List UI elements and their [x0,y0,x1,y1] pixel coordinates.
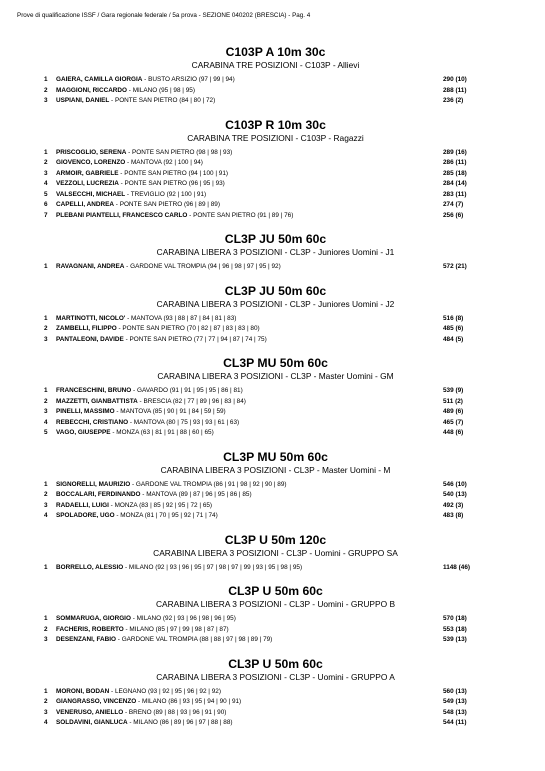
athlete-entry: FRANCESCHINI, BRUNO - GAVARDO (91 | 91 | 95 | 95 | 86 | 81) [56,387,243,394]
rank: 5 [44,190,48,198]
total-score: 256 (6) [443,211,464,219]
athlete-name: PINELLI, MASSIMO [56,408,115,415]
athlete-name: MARTINOTTI, NICOLO' [56,314,126,322]
section-title: CL3P JU 50m 60c [224,283,327,298]
rank: 5 [44,429,48,436]
total-score: 548 (13) [443,708,467,716]
result-row [0,625,545,636]
athlete-entry: SIGNORELLI, MAURIZIO - GARDONE VAL TROMPIA (86 | 91 | 98 | 92 | 90 | 89) [56,480,287,488]
total-score: 286 (11) [443,159,467,166]
rank: 4 [44,512,48,519]
total-score: 553 (18) [443,625,467,633]
total-score: 289 (16) [443,148,467,156]
athlete-name: RADAELLI, LUIGI [56,501,109,509]
result-row [0,158,545,169]
total-score: 546 (10) [443,480,467,488]
club-and-series: TREVIGLIO (92 | 100 | 91) [130,190,207,198]
club-and-series: MANTOVA (93 | 88 | 87 | 84 | 81 | 83) [131,314,237,322]
result-section [0,450,545,533]
club-and-series: MANTOVA (89 | 87 | 96 | 95 | 86 | 85) [146,491,252,498]
athlete-name: MORONI, BODAN [56,687,110,695]
athlete-name: SIGNORELLI, MAURIZIO [56,480,131,488]
athlete-name: FACHERIS, ROBERTO [56,625,124,633]
rank: 1 [44,615,48,622]
section-title: CL3P U 50m 60c [228,656,323,671]
result-row [0,324,545,335]
athlete-entry: GAIERA, CAMILLA GIORGIA - BUSTO ARSIZIO (97 | 99 | 94) [56,76,235,83]
club-and-series: MILANO (86 | 93 | 95 | 94 | 90 | 91) [141,698,242,705]
result-section [0,533,545,585]
rank: 1 [44,148,48,156]
club-and-series: MILANO (95 | 98 | 95) [132,86,195,94]
result-row [0,75,545,86]
club-and-series: PONTE SAN PIETRO (96 | 95 | 93) [124,180,225,187]
section-title: CL3P U 50m 120c [224,532,327,547]
athlete-name: GIANGRASSO, VINCENZO [56,698,137,705]
section-subtitle: CARABINA LIBERA 3 POSIZIONI - CL3P - Master Uomini - M [160,464,391,475]
athlete-entry: PLEBANI PIANTELLI, FRANCESCO CARLO - PONTE SAN PIETRO (91 | 89 | 76) [56,211,294,219]
rank: 3 [44,335,48,343]
total-score: 448 (6) [443,429,464,436]
result-row [0,708,545,719]
total-score: 236 (2) [443,97,464,104]
result-row [0,697,545,708]
athlete-entry: RAVAGNANI, ANDREA - GARDONE VAL TROMPIA (94 | 96 | 98 | 97 | 95 | 92) [56,263,281,270]
total-score: 549 (13) [443,698,467,705]
athlete-name: PLEBANI PIANTELLI, FRANCESCO CARLO [56,211,188,219]
athlete-name: RAVAGNANI, ANDREA [56,263,125,270]
athlete-entry: PRISCOGLIO, SERENA - PONTE SAN PIETRO (98 | 98 | 93) [56,148,233,156]
athlete-entry: GIOVENCO, LORENZO - MANTOVA (92 | 100 | 94) [56,159,203,166]
result-section [0,356,545,450]
rank: 3 [44,169,48,177]
athlete-name: USPIANI, DANIEL [56,97,110,104]
club-and-series: LEGNANO (93 | 92 | 95 | 96 | 92 | 92) [114,687,221,695]
total-score: 288 (11) [443,86,467,94]
result-row [0,179,545,190]
athlete-name: MAGGIONI, RICCARDO [56,86,128,94]
club-and-series: PONTE SAN PIETRO (91 | 89 | 76) [193,211,294,219]
athlete-name: BOCCALARI, FERDINANDO [56,491,141,498]
club-and-series: PONTE SAN PIETRO (94 | 100 | 91) [124,169,229,177]
rank: 2 [44,491,48,498]
athlete-name: VAGO, GIUSEPPE [56,429,111,436]
rank: 1 [44,480,48,488]
result-row [0,407,545,418]
athlete-entry: MORONI, BODAN - LEGNANO (93 | 92 | 95 | 96 | 92 | 92) [56,687,221,695]
athlete-entry: RADAELLI, LUIGI - MONZA (83 | 85 | 92 | 95 | 72 | 65) [56,501,213,509]
rank: 1 [44,76,48,83]
athlete-entry: GIANGRASSO, VINCENZO - MILANO (86 | 93 | 95 | 94 | 90 | 91) [56,698,242,705]
section-subtitle: CARABINA TRE POSIZIONI - C103P - Allievi [191,60,360,70]
page-header: Prove di qualificazione ISSF / Gara regionale federale / 5a prova - SEZIONE 040202 (BRESCIA) - Pag. 4 [17,12,311,19]
total-score: 483 (8) [443,512,464,519]
result-row [0,397,545,408]
rank: 3 [44,636,48,643]
club-and-series: MANTOVA (85 | 90 | 91 | 84 | 59 | 59) [120,408,226,415]
result-row [0,490,545,501]
rank: 6 [44,201,48,208]
club-and-series: MONZA (81 | 70 | 95 | 92 | 71 | 74) [120,512,218,519]
result-section [0,284,545,357]
athlete-entry: VALSECCHI, MICHAEL - TREVIGLIO (92 | 100 | 91) [56,190,207,198]
total-score: 540 (13) [443,491,467,498]
athlete-name: MAZZETTI, GIANBATTISTA [56,397,138,405]
club-and-series: GAVARDO (91 | 91 | 95 | 95 | 86 | 81) [136,387,243,394]
total-score: 516 (8) [443,314,464,322]
total-score: 539 (13) [443,636,467,643]
athlete-entry: SOMMARUGA, GIORGIO - MILANO (92 | 93 | 96 | 98 | 96 | 95) [56,615,236,622]
athlete-entry: ARMOIR, GABRIELE - PONTE SAN PIETRO (94 | 100 | 91) [56,169,229,177]
club-and-series: PONTE SAN PIETRO (77 | 77 | 94 | 87 | 74 | 75) [129,335,267,343]
athlete-entry: MAGGIONI, RICCARDO - MILANO (95 | 98 | 95) [56,86,195,94]
athlete-name: DESENZANI, FABIO [56,636,117,643]
club-and-series: MILANO (86 | 89 | 96 | 97 | 88 | 88) [133,719,233,726]
total-score: 570 (18) [443,615,467,622]
section-title: C103P A 10m 30c [225,45,326,59]
club-and-series: GARDONE VAL TROMPIA (88 | 88 | 97 | 98 | 89 | 79) [121,636,273,643]
total-score: 492 (3) [443,501,464,509]
club-and-series: MILANO (92 | 93 | 96 | 98 | 96 | 95) [136,615,236,622]
result-row [0,386,545,397]
athlete-entry: FACHERIS, ROBERTO - MILANO (85 | 97 | 99 | 98 | 87 | 87) [56,625,229,633]
rank: 4 [44,719,48,726]
club-and-series: GARDONE VAL TROMPIA (94 | 96 | 98 | 97 | 95 | 92) [130,263,281,270]
athlete-name: CAPELLI, ANDREA [56,201,114,208]
athlete-entry: USPIANI, DANIEL - PONTE SAN PIETRO (84 | 80 | 72) [56,97,216,104]
athlete-entry: PINELLI, MASSIMO - MANTOVA (85 | 90 | 91 | 84 | 59 | 59) [56,408,226,415]
athlete-entry: VEZZOLI, LUCREZIA - PONTE SAN PIETRO (96 | 95 | 93) [56,180,225,187]
rank: 2 [44,698,48,705]
athlete-entry: MAZZETTI, GIANBATTISTA - BRESCIA (82 | 77 | 89 | 96 | 83 | 84) [56,397,246,405]
club-and-series: GARDONE VAL TROMPIA (86 | 91 | 98 | 92 | 90 | 89) [135,480,287,488]
athlete-name: GIOVENCO, LORENZO [56,159,126,166]
result-row [0,718,545,729]
total-score: 544 (11) [443,719,467,726]
athlete-entry: CAPELLI, ANDREA - PONTE SAN PIETRO (96 | 89 | 89) [56,201,220,208]
athlete-name: PANTALEONI, DAVIDE [56,335,124,343]
club-and-series: MONZA (63 | 81 | 91 | 88 | 60 | 65) [116,429,214,436]
total-score: 283 (11) [443,190,467,198]
club-and-series: PONTE SAN PIETRO (98 | 98 | 93) [132,148,233,156]
section-title: CL3P MU 50m 60c [223,356,328,370]
total-score: 284 (14) [443,180,467,187]
athlete-name: BORRELLO, ALESSIO [56,563,124,571]
result-row [0,418,545,429]
total-score: 489 (6) [443,408,464,415]
result-row [0,148,545,159]
athlete-name: REBECCHI, CRISTIANO [56,418,129,426]
club-and-series: PONTE SAN PIETRO (70 | 82 | 87 | 83 | 83 | 80) [122,325,260,332]
athlete-entry: VENERUSO, ANIELLO - BRENO (89 | 88 | 93 | 96 | 91 | 90) [56,708,227,716]
rank: 1 [44,314,48,322]
athlete-entry: BORRELLO, ALESSIO - MILANO (92 | 93 | 96 | 95 | 97 | 98 | 97 | 99 | 93 | 95 | 98 | 95) [56,563,303,571]
result-row [0,314,545,325]
section-subtitle: CARABINA LIBERA 3 POSIZIONI - CL3P - Master Uomini - GM [157,371,394,381]
result-row [0,480,545,491]
total-score: 484 (5) [443,335,464,343]
club-and-series: MILANO (92 | 93 | 96 | 95 | 97 | 98 | 97 | 99 | 93 | 95 | 98 | 95) [128,563,303,571]
athlete-entry: PANTALEONI, DAVIDE - PONTE SAN PIETRO (77 | 77 | 94 | 87 | 74 | 75) [56,335,267,343]
result-row [0,687,545,698]
result-section [0,657,545,729]
total-score: 290 (10) [443,76,467,83]
athlete-name: VALSECCHI, MICHAEL [56,190,126,198]
rank: 2 [44,159,48,166]
total-score: 560 (13) [443,687,467,695]
athlete-name: SOLDAVINI, GIANLUCA [56,719,128,726]
section-subtitle: CARABINA LIBERA 3 POSIZIONI - CL3P - Uomini - GRUPPO A [156,671,395,682]
total-score: 465 (7) [443,418,464,426]
athlete-name: ARMOIR, GABRIELE [56,169,119,177]
result-row [0,190,545,201]
athlete-name: SOMMARUGA, GIORGIO [56,615,131,622]
athlete-name: PRISCOGLIO, SERENA [56,148,127,156]
athlete-entry: SOLDAVINI, GIANLUCA - MILANO (86 | 89 | 96 | 97 | 88 | 88) [56,719,233,726]
result-row [0,428,545,439]
club-and-series: BRENO (89 | 88 | 93 | 96 | 91 | 90) [128,708,227,716]
result-row [0,262,545,273]
athlete-entry: SPOLADORE, UGO - MONZA (81 | 70 | 95 | 92 | 71 | 74) [56,512,218,519]
athlete-name: FRANCESCHINI, BRUNO [56,387,132,394]
rank: 1 [44,387,48,394]
section-subtitle: CARABINA LIBERA 3 POSIZIONI - CL3P - Juniores Uomini - J1 [156,247,395,257]
results-list [0,45,545,729]
athlete-entry: REBECCHI, CRISTIANO - MANTOVA (80 | 75 | 93 | 93 | 61 | 63) [56,418,240,426]
result-row [0,335,545,346]
athlete-entry: VAGO, GIUSEPPE - MONZA (63 | 81 | 91 | 88 | 60 | 65) [56,429,214,436]
result-row [0,501,545,512]
total-score: 285 (18) [443,169,467,177]
result-row [0,211,545,222]
club-and-series: BRESCIA (82 | 77 | 89 | 96 | 83 | 84) [143,397,246,405]
rank: 3 [44,501,48,509]
club-and-series: MANTOVA (92 | 100 | 94) [130,159,203,166]
athlete-name: GAIERA, CAMILLA GIORGIA [56,76,143,83]
result-row [0,169,545,180]
rank: 2 [44,325,48,332]
result-row [0,86,545,97]
athlete-name: SPOLADORE, UGO [56,512,115,519]
rank: 1 [44,263,48,270]
result-row [0,96,545,107]
section-subtitle: CARABINA LIBERA 3 POSIZIONI - CL3P - Uomini - GRUPPO SA [153,547,398,558]
result-section [0,584,545,657]
club-and-series: PONTE SAN PIETRO (84 | 80 | 72) [114,97,216,104]
rank: 3 [44,708,48,716]
club-and-series: MONZA (83 | 85 | 92 | 95 | 72 | 65) [114,501,213,509]
rank: 3 [44,97,48,104]
section-subtitle: CARABINA TRE POSIZIONI - C103P - Ragazzi [187,132,364,143]
result-row [0,200,545,211]
result-row [0,511,545,522]
club-and-series: BUSTO ARSIZIO (97 | 99 | 94) [148,76,235,83]
section-title: CL3P JU 50m 60c [224,232,327,246]
total-score: 572 (21) [443,263,467,270]
athlete-name: VEZZOLI, LUCREZIA [56,180,119,187]
rank: 3 [44,408,48,415]
rank: 1 [44,687,48,695]
result-section [0,118,545,233]
rank: 1 [44,563,48,571]
result-section [0,232,545,284]
result-row [0,614,545,625]
section-title: CL3P MU 50m 60c [223,449,328,464]
club-and-series: MANTOVA (80 | 75 | 93 | 93 | 61 | 63) [133,418,240,426]
athlete-name: VENERUSO, ANIELLO [56,708,124,716]
club-and-series: MILANO (85 | 97 | 99 | 98 | 87 | 87) [129,625,229,633]
total-score: 1148 (46) [443,563,471,571]
section-title: C103P R 10m 30c [225,117,326,132]
rank: 7 [44,211,48,219]
total-score: 511 (2) [443,397,463,405]
total-score: 274 (7) [443,201,464,208]
section-subtitle: CARABINA LIBERA 3 POSIZIONI - CL3P - Juniores Uomini - J2 [156,298,395,309]
rank: 2 [44,397,48,405]
athlete-entry: ZAMBELLI, FILIPPO - PONTE SAN PIETRO (70 | 82 | 87 | 83 | 83 | 80) [56,325,260,332]
athlete-name: ZAMBELLI, FILIPPO [56,325,117,332]
total-score: 485 (6) [443,325,464,332]
result-row [0,635,545,646]
athlete-entry: BOCCALARI, FERDINANDO - MANTOVA (89 | 87 | 96 | 95 | 86 | 85) [56,491,252,498]
rank: 4 [44,418,48,426]
athlete-entry: MARTINOTTI, NICOLO' - MANTOVA (93 | 88 | 87 | 84 | 81 | 83) [56,314,237,322]
rank: 2 [44,625,48,633]
athlete-entry: DESENZANI, FABIO - GARDONE VAL TROMPIA (88 | 88 | 97 | 98 | 89 | 79) [56,636,273,643]
rank: 2 [44,86,48,94]
club-and-series: PONTE SAN PIETRO (96 | 89 | 89) [119,201,220,208]
result-section [0,45,545,118]
section-title: CL3P U 50m 60c [228,584,323,598]
total-score: 539 (9) [443,387,464,394]
rank: 4 [44,180,48,187]
section-subtitle: CARABINA LIBERA 3 POSIZIONI - CL3P - Uomini - GRUPPO B [155,599,396,609]
result-row [0,563,545,574]
